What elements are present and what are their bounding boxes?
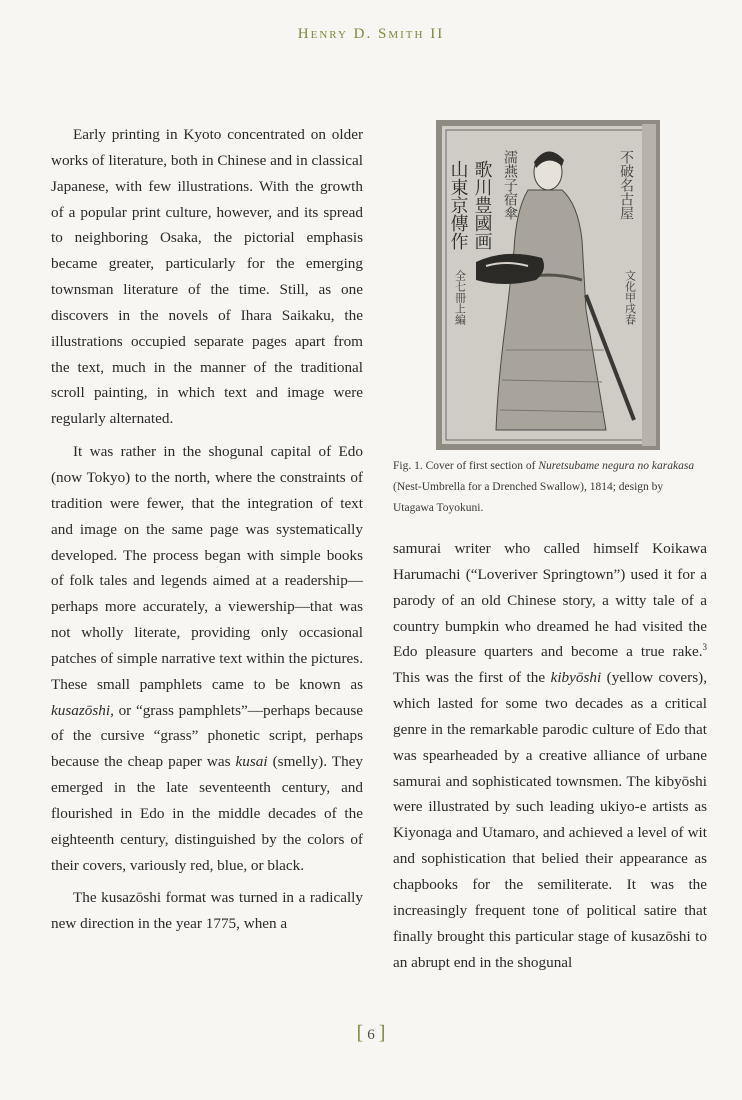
italic-term: kusazōshi, xyxy=(51,701,114,719)
figure-book-cover xyxy=(436,120,660,450)
text-run: (smelly). They emerged in the late seventeenth century, and flourished in Edo in the middle decades of the eighteenth century, distinguished by the colors of their covers, variously red, blue, or black. xyxy=(51,753,363,874)
cover-text: 濡燕子宿傘 xyxy=(502,150,518,220)
woodblock-print-illustration xyxy=(436,120,660,450)
caption-text: (Nest-Umbrella for a Drenched Swallow), 1814; design by Utagawa Toyokuni. xyxy=(393,481,664,514)
cover-text: 歌川豊國画 xyxy=(471,160,493,250)
running-head: Henry D. Smith II xyxy=(297,26,445,42)
text-run: or “grass pamphlets”—perhaps because of the cursive “grass” phonetic script, perhaps because the cheap paper was xyxy=(51,701,363,771)
cover-text: 文化甲戌春 xyxy=(623,270,637,325)
text-run: (yellow covers), which lasted for some two decades as a critical genre in the remarkable parodic culture of Edo that was spearheaded by a creative alliance of urbane samurai and sophisticated townsmen. The kibyōshi were illustrated by such leading ukiyo-e artists as Kiyonaga and Utamaro, and achieved a level of wit and sophistication that belied their appearance as chapbooks for the semiliterate. It was the increasingly frequent tone of political satire that finally brought this particular stage of kusazōshi to an abrupt end in the shogunal xyxy=(393,669,707,971)
footnote-marker[interactable]: 3 xyxy=(702,642,707,653)
cover-text: 山東京傳作 xyxy=(447,160,469,250)
cover-text: 全七冊上編 xyxy=(453,270,467,325)
caption-text: Fig. 1. Cover of first section of xyxy=(393,460,539,472)
paragraph xyxy=(51,439,363,878)
italic-term: kusai xyxy=(235,753,268,771)
page-folio xyxy=(0,1022,742,1045)
paragraph xyxy=(393,536,707,975)
cover-text: 不破名古屋 xyxy=(618,150,634,220)
text-run: This was the first of the xyxy=(393,669,551,687)
figure-caption xyxy=(393,456,703,519)
open-bracket: [ xyxy=(356,1022,364,1044)
paragraph: The kusazōshi format was turned in a radically new direction in the year 1775, when a xyxy=(51,889,363,933)
right-column xyxy=(393,536,707,975)
page-number: 6 xyxy=(367,1027,375,1043)
text-run: It was rather in the shogunal capital of Edo (now Tokyo) to the north, where the constraints of tradition were fewer, that the integration of text and image on the same page was systematically developed. The process began with simple books of folk tales and legends aimed at a readership—perhaps more accurately, a viewership—that was not wholly literate, providing only occasional patches of simple narrative text within the pictures. These small pamphlets came to be known as xyxy=(51,443,363,693)
left-column xyxy=(51,122,363,937)
caption-title: Nuretsubame negura no karakasa xyxy=(538,460,695,472)
paragraph: Early printing in Kyoto concentrated on older works of literature, both in Chinese and in classical Japanese, with few illustrations. With the growth of a popular print culture, however, and its spread to neighboring Osaka, the pictorial emphasis became greater, particularly for the emerging townsman literature of the time. Still, as one discovers in the novels of Ihara Saikaku, the illustrations occupied separate pages apart from the text, much in the manner of the traditional scroll painting, in which text and image were regularly alternated. xyxy=(51,126,363,428)
italic-term: kibyōshi xyxy=(550,669,602,687)
text-run: samurai writer who called himself Koikawa Harumachi (“Loveriver Springtown”) used it for a parody of an old Chinese story, a witty tale of a country bumpkin who dreamed he had visited the Edo pleasure quarters and become a true rake. xyxy=(393,540,707,661)
close-bracket: ] xyxy=(378,1022,386,1044)
